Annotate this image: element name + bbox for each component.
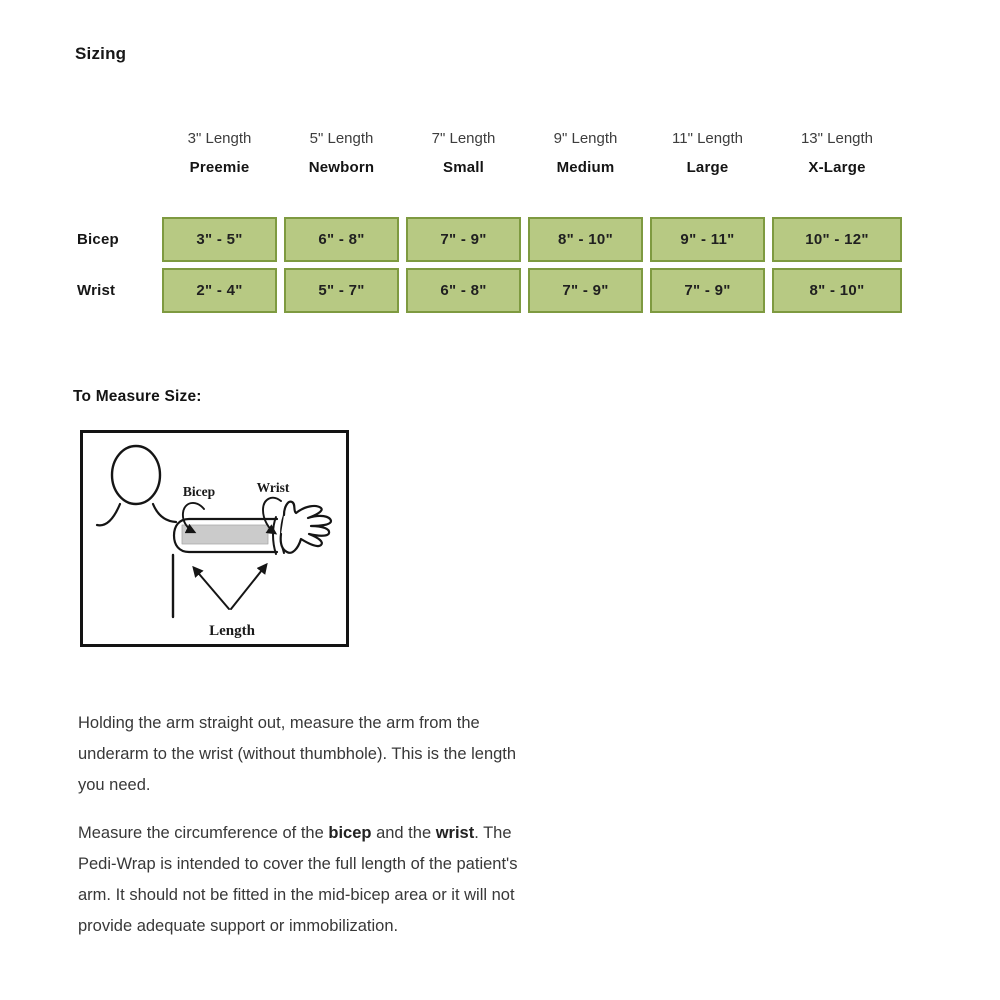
column-size-label: X-Large: [808, 159, 866, 176]
wrist-cell-xlarge: 8" - 10": [772, 268, 902, 313]
column-header-newborn: [284, 130, 399, 176]
column-header-xlarge: [772, 130, 902, 176]
length-diagram-label: Length: [209, 623, 255, 639]
column-length-label: 11" Length: [672, 130, 743, 147]
length-arrow-left: [194, 568, 229, 609]
sizing-table: [60, 130, 902, 313]
column-header-preemie: [162, 130, 277, 176]
bicep-cell-newborn: 6" - 8": [284, 217, 399, 262]
column-size-label: Medium: [556, 159, 615, 176]
figure-right-shoulder: [153, 504, 176, 522]
column-length-label: 5" Length: [309, 130, 374, 147]
column-length-label: 9" Length: [553, 130, 618, 147]
column-length-label: 13" Length: [800, 130, 874, 147]
column-header-large: [650, 130, 765, 176]
arm-wrap-shading: [182, 525, 268, 544]
sizing-table-header: [60, 130, 902, 176]
bicep-cell-preemie: 3" - 5": [162, 217, 277, 262]
figure-head: [112, 446, 160, 504]
instructions: [78, 708, 540, 959]
column-size-label: Newborn: [308, 159, 375, 176]
bicep-cell-small: 7" - 9": [406, 217, 521, 262]
length-arrow-right: [231, 565, 266, 609]
row-label-bicep: Bicep: [77, 231, 119, 248]
column-header-small: [406, 130, 521, 176]
page-title: Sizing: [75, 44, 127, 63]
figure-left-shoulder: [97, 504, 120, 525]
wrist-cell-preemie: 2" - 4": [162, 268, 277, 313]
figure-hand: [281, 502, 331, 553]
measurement-diagram: [80, 430, 349, 647]
column-size-label: Large: [686, 159, 729, 176]
length-instruction-paragraph: Holding the arm straight out, measure the arm from the underarm to the wrist (without thumbhole). This is the length you need.: [78, 714, 517, 794]
column-header-medium: [528, 130, 643, 176]
column-length-label: 3" Length: [187, 130, 252, 147]
row-label-wrist: Wrist: [77, 282, 116, 299]
bicep-cell-xlarge: 10" - 12": [772, 217, 902, 262]
column-length-label: 7" Length: [431, 130, 496, 147]
column-size-label: Small: [442, 159, 485, 176]
wrist-cell-small: 6" - 8": [406, 268, 521, 313]
bicep-diagram-label: Bicep: [182, 484, 216, 499]
measure-size-heading: To Measure Size:: [73, 388, 202, 405]
wrist-diagram-label: Wrist: [256, 480, 290, 495]
column-size-label: Preemie: [189, 159, 250, 176]
bicep-cell-medium: 8" - 10": [528, 217, 643, 262]
table-row-bicep: [60, 217, 902, 262]
arm-measurement-illustration: [83, 433, 346, 644]
table-row-wrist: [60, 268, 902, 313]
wrist-cell-xlarge: 7" - 9": [650, 268, 765, 313]
bicep-cell-large: 9" - 11": [650, 217, 765, 262]
wrist-cell-medium: 7" - 9": [528, 268, 643, 313]
wrist-cell-newborn: 5" - 7": [284, 268, 399, 313]
circumference-instruction-paragraph: Measure the circumference of the bicep and the wrist. The Pedi-Wrap is intended to cover the full length of the patient's arm. It should not be fitted in the mid-bicep area or it will not provide adequate support or immobilization.: [78, 824, 518, 935]
